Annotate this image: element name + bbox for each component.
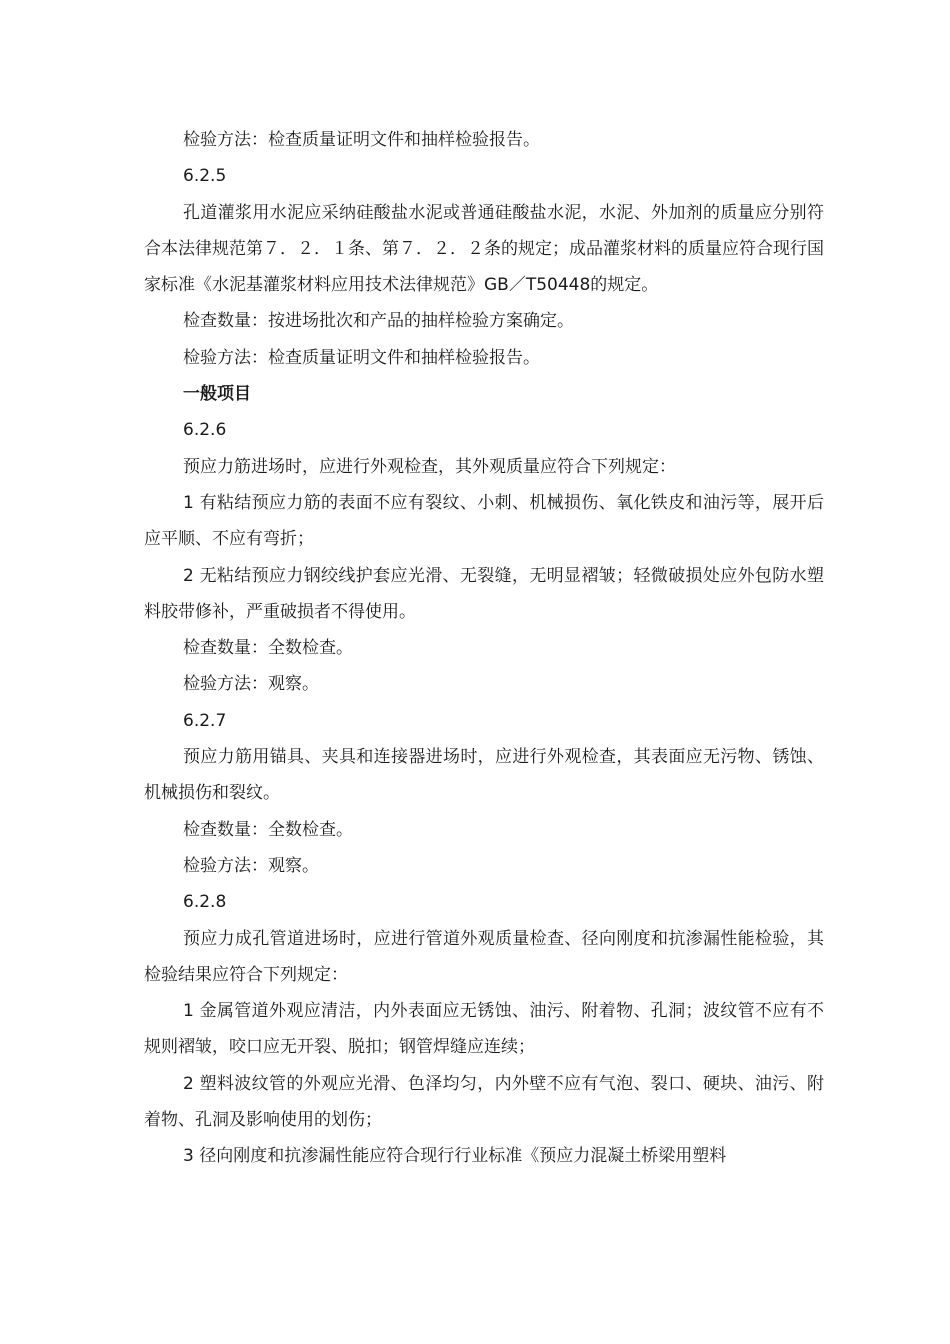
inspection-quantity-text: 检查数量：全数检查。 <box>183 819 353 840</box>
section-heading: 一般项目 <box>183 384 251 405</box>
duct-inspection-clause: 预应力成孔管道进场时，应进行管道外观质量检查、径向刚度和抗渗漏性能检验，其检验结果应符合下列规定： <box>144 928 824 985</box>
clause-number: 6.2.7 <box>183 710 227 731</box>
tendon-appearance-clause: 预应力筋进场时，应进行外观检查，其外观质量应符合下列规定： <box>183 456 676 477</box>
inspection-method-text: 检验方法：观察。 <box>183 674 319 695</box>
inspection-method-text: 检验方法：检查质量证明文件和抽样检验报告。 <box>183 347 540 368</box>
document-body <box>144 122 824 1175</box>
clause-number: 6.2.5 <box>183 166 227 187</box>
list-item: 2 塑料波纹管的外观应光滑、色泽均匀，内外壁不应有气泡、裂口、硬块、油污、附着物、孔洞及影响使用的划伤； <box>144 1073 824 1131</box>
inspection-quantity-text: 检查数量：全数检查。 <box>183 638 353 659</box>
inspection-method-text: 检验方法：检查质量证明文件和抽样检验报告。 <box>183 130 540 150</box>
grout-cement-clause: 孔道灌浆用水泥应采纳硅酸盐水泥或普通硅酸盐水泥，水泥、外加剂的质量应分别符合本法律规范第７．２．１条、第７．２．２条的规定；成品灌浆材料的质量应符合现行国家标准《水泥基灌浆材料应用技术法律规范》GB／T50448的规定。 <box>144 202 824 296</box>
list-item: 2 无粘结预应力钢绞线护套应光滑、无裂缝，无明显褶皱；轻微破损处应外包防水塑料胶带修补，严重破损者不得使用。 <box>144 565 824 622</box>
clause-number: 6.2.8 <box>183 892 227 913</box>
clause-number: 6.2.6 <box>183 420 227 441</box>
inspection-method-text: 检验方法：观察。 <box>183 855 319 876</box>
inspection-quantity-text: 检查数量：按进场批次和产品的抽样检验方案确定。 <box>183 311 574 332</box>
list-item: 1 有粘结预应力筋的表面不应有裂纹、小刺、机械损伤、氧化铁皮和油污等，展开后应平顺、不应有弯折； <box>144 492 824 550</box>
list-item: 3 径向刚度和抗渗漏性能应符合现行行业标准《预应力混凝土桥梁用塑料 <box>183 1146 727 1167</box>
list-item: 1 金属管道外观应清洁，内外表面应无锈蚀、油污、附着物、孔洞；波纹管不应有不规则褶皱，咬口应无开裂、脱扣；钢管焊缝应连续； <box>144 1001 824 1058</box>
anchorage-clause: 预应力筋用锚具、夹具和连接器进场时，应进行外观检查，其表面应无污物、锈蚀、机械损伤和裂纹。 <box>144 747 824 804</box>
